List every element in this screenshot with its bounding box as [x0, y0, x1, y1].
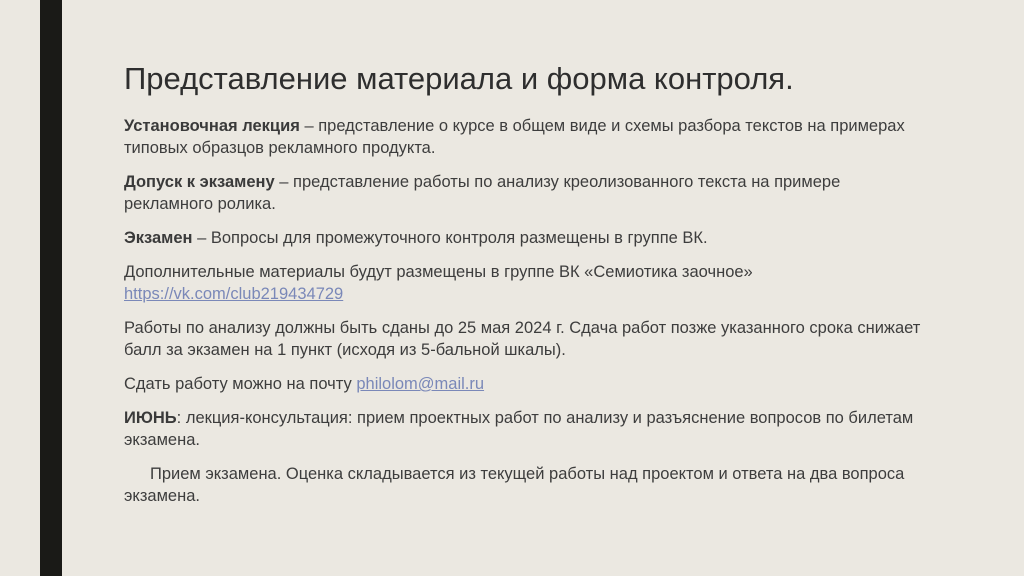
paragraph-exam-grading	[124, 463, 924, 507]
slide-content	[124, 115, 924, 519]
paragraph-june	[124, 407, 924, 451]
left-accent-bar	[40, 0, 62, 576]
term-intro-lecture: Установочная лекция	[124, 117, 300, 135]
paragraph-deadline	[124, 317, 924, 361]
term-exam-admission: Допуск к экзамену	[124, 173, 275, 191]
paragraph-intro-lecture	[124, 115, 924, 159]
paragraph-exam-admission	[124, 171, 924, 215]
paragraph-exam	[124, 227, 924, 249]
text-email: Сдать работу можно на почту	[124, 375, 357, 393]
paragraph-email	[124, 373, 924, 395]
text-exam-grading: Прием экзамена. Оценка складывается из текущей работы над проектом и ответа на два вопроса экзамена.	[124, 465, 905, 505]
text-exam: – Вопросы для промежуточного контроля размещены в группе ВК.	[192, 229, 708, 247]
slide-title: Представление материала и форма контроля.	[124, 61, 794, 96]
vk-group-link[interactable]: https://vk.com/club219434729	[124, 285, 344, 303]
term-june: ИЮНЬ	[124, 409, 177, 427]
text-intro-lecture: – представление о курсе в общем виде и схемы разбора текстов на примерах типовых образцов рекламного продукта.	[124, 117, 905, 157]
email-link[interactable]: philolom@mail.ru	[356, 375, 485, 393]
text-exam-admission: – представление работы по анализу креолизованного текста на примере рекламного ролика.	[124, 173, 841, 213]
term-exam: Экзамен	[124, 229, 193, 247]
paragraph-additional-materials	[124, 261, 924, 305]
text-june: : лекция-консультация: прием проектных работ по анализу и разъяснение вопросов по билетам экзамена.	[124, 409, 914, 449]
text-additional-materials: Дополнительные материалы будут размещены в группе ВК «Семиотика заочное»	[124, 263, 753, 281]
text-deadline: Работы по анализу должны быть сданы до 25 мая 2024 г. Сдача работ позже указанного срока снижает балл за экзамен на 1 пункт (исходя из 5-бальной шкалы).	[124, 319, 921, 359]
